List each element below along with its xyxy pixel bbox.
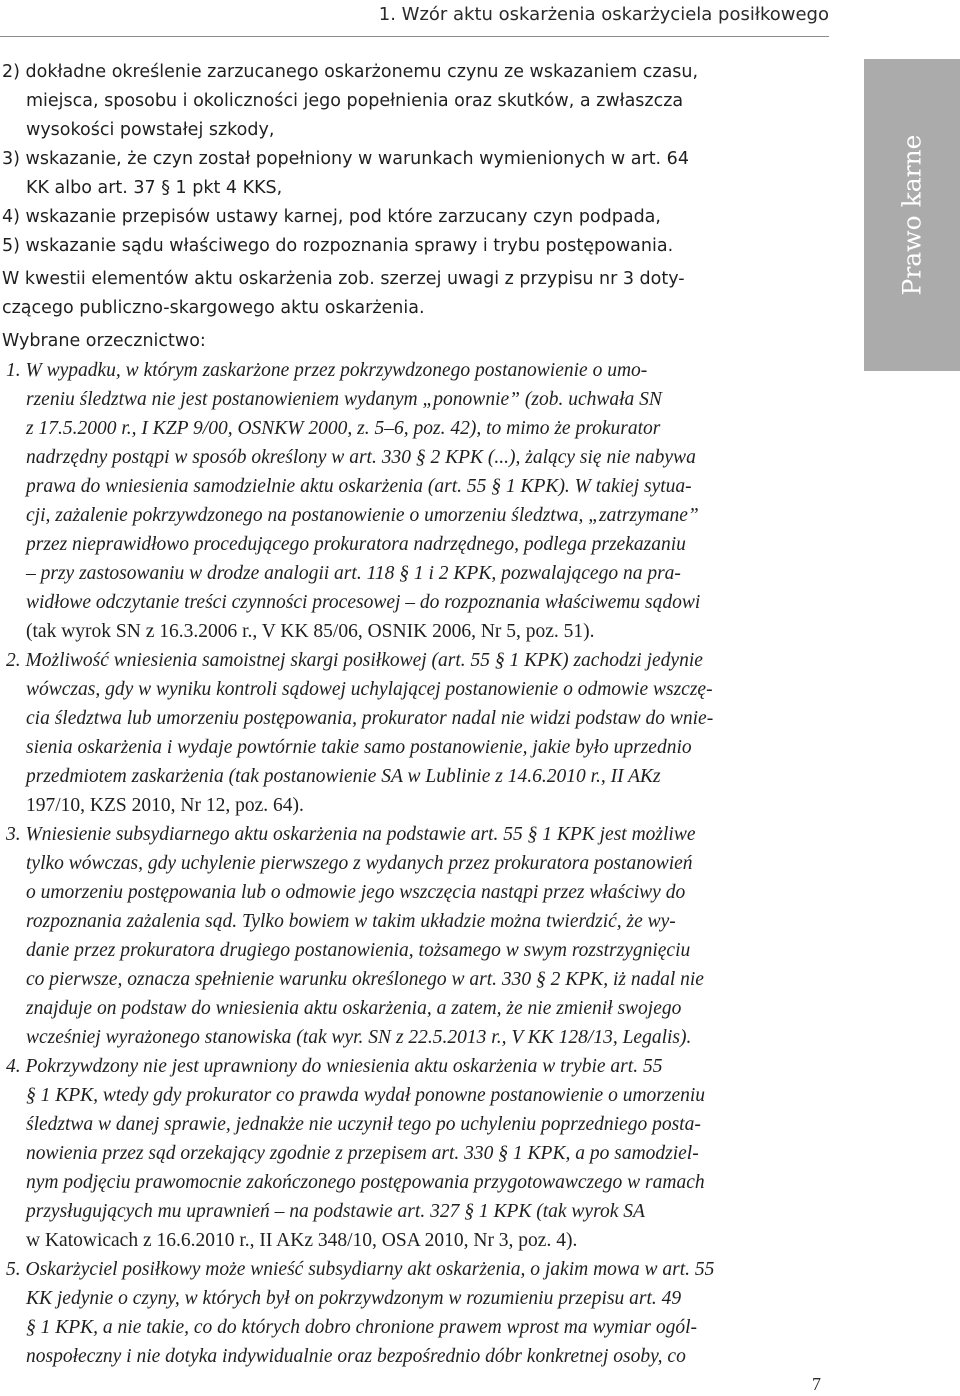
text-line: KK jedynie o czyny, w których był on pokrzywdzonym w rozumieniu przepisu art. 49 [26,1288,682,1309]
ruling-5 [0,1255,828,1371]
text-line: § 1 KPK, a nie takie, co do których dobro chronione prawem wprost ma wymiar ogól- [26,1317,698,1338]
text-line: § 1 KPK, wtedy gdy prokurator co prawda wydał ponowne postanowienie o umorzeniu [26,1085,706,1106]
section-heading: Wybrane orzecznictwo: [2,331,206,351]
text-line: KK albo art. 37 § 1 pkt 4 KKS, [26,178,283,198]
page-body [0,58,828,1371]
text-line: 2) dokładne określenie zarzucanego oskarżonemu czynu ze wskazaniem czasu, [2,62,699,82]
side-tab-label: Prawo karne [897,134,927,296]
text-line: co pierwsze, oznacza spełnienie warunku określonego w art. 330 § 2 KPK, iż nadal nie [26,969,704,990]
text-line: 197/10, KZS 2010, Nr 12, poz. 64). [26,795,304,816]
text-line: nym podjęciu prawomocnie zakończonego postępowania przygotowawczego w ramach [26,1172,705,1193]
text-line: nospołeczny i nie dotyka indywidualnie oraz bezpośrednio dóbr konkretnej osoby, co [26,1346,686,1367]
text-line: 4. Pokrzywdzony nie jest uprawniony do wniesienia aktu oskarżenia w trybie art. 55 [6,1056,663,1077]
text-line: prawa do wniesienia samodzielnie aktu oskarżenia (art. 55 § 1 KPK). W takiej sytua- [26,476,692,497]
requirements-list [0,58,828,261]
ruling-1 [0,356,828,646]
text-line: w Katowicach z 16.6.2010 r., II AKz 348/10, OSA 2010, Nr 3, poz. 4). [26,1230,578,1251]
ruling-4 [0,1052,828,1255]
ruling-2 [0,646,828,820]
text-line: śledztwa w danej sprawie, jednakże nie uczynił tego po uchyleniu poprzedniego posta- [26,1114,701,1135]
text-line: 3) wskazanie, że czyn został popełniony w warunkach wymienionych w art. 64 [2,149,689,169]
text-line: przysługujących mu uprawnień – na podstawie art. 327 § 1 KPK (tak wyrok SA [26,1201,645,1222]
text-line: rozpoznania zażalenia sąd. Tylko bowiem w takim układzie można twierdzić, że wy- [26,911,676,932]
text-line: tylko wówczas, gdy uchylenie pierwszego z wydanych przez prokuratora postanowień [26,853,693,874]
text-line: 3. Wniesienie subsydiarnego aktu oskarżenia na podstawie art. 55 § 1 KPK jest możliwe [6,824,696,845]
text-line: o umorzeniu postępowania lub o odmowie jego wszczęcia nastąpi przez właściwy do [26,882,686,903]
text-line: (tak wyrok SN z 16.3.2006 r., V KK 85/06, OSNIK 2006, Nr 5, poz. 51). [26,621,595,642]
text-line: nadrzędny postąpi w sposób określony w art. 330 § 2 KPK (...), żalący się nie nabywa [26,447,696,468]
text-line: czącego publiczno-skargowego aktu oskarżenia. [2,298,425,318]
side-tab [864,59,960,371]
text-line: rzeniu śledztwa nie jest postanowieniem wydanym „ponownie” (zob. uchwała SN [26,389,662,410]
text-line: znajduje on podstaw do wniesienia aktu oskarżenia, a zatem, że nie zmienił swojego [26,998,682,1019]
text-line: wówczas, gdy w wyniku kontroli sądowej uchylającej postanowienie o odmowie wszczę- [26,679,713,700]
text-line: nowienia przez sąd orzekający zgodnie z przepisem art. 330 § 1 KPK, a po samodziel- [26,1143,699,1164]
text-line: miejsca, sposobu i okoliczności jego popełnienia oraz skutków, a zwłaszcza [26,91,684,111]
header-rule [0,36,829,37]
text-line: widłowe odczytanie treści czynności procesowej – do rozpoznania właściwemu sądowi [26,592,701,613]
text-line: przedmiotem zaskarżenia (tak postanowienie SA w Lublinie z 14.6.2010 r., II AKz [26,766,661,787]
text-line: 2. Możliwość wniesienia samoistnej skargi posiłkowej (art. 55 § 1 KPK) zachodzi jedynie [6,650,703,671]
text-line: 4) wskazanie przepisów ustawy karnej, pod które zarzucany czyn podpada, [2,207,661,227]
text-line: wysokości powstałej szkody, [26,120,275,140]
text-line: – przy zastosowaniu w drodze analogii art. 118 § 1 i 2 KPK, pozwalającego na pra- [26,563,681,584]
text-line: przez nieprawidłowo procedującego prokuratora nadrzędnego, podlega przekazaniu [26,534,686,555]
ruling-3 [0,820,828,1052]
running-header: 1. Wzór aktu oskarżenia oskarżyciela posiłkowego [378,4,829,25]
text-line: z 17.5.2000 r., I KZP 9/00, OSNKW 2000, z. 5–6, poz. 42), to mimo że prokurator [26,418,661,439]
text-line: cia śledztwa lub umorzeniu postępowania, prokurator nadal nie widzi podstaw do wnie- [26,708,714,729]
text-line: cji, zażalenie pokrzywdzonego na postanowienie o umorzeniu śledztwa, „zatrzymane” [26,505,699,526]
text-line: 5. Oskarżyciel posiłkowy może wnieść subsydiarny akt oskarżenia, o jakim mowa w art. 55 [6,1259,715,1280]
page-number: 7 [812,1374,821,1394]
text-line: W kwestii elementów aktu oskarżenia zob. szerzej uwagi z przypisu nr 3 doty- [2,269,685,289]
note-paragraph [0,265,828,323]
text-line: 1. W wypadku, w którym zaskarżone przez pokrzywdzonego postanowienie o umo- [6,360,648,381]
text-line: 5) wskazanie sądu właściwego do rozpoznania sprawy i trybu postępowania. [2,236,674,256]
text-line: sienia oskarżenia i wydaje powtórnie takie samo postanowienie, jakie było uprzednio [26,737,692,758]
text-line: danie przez prokuratora drugiego postanowienia, tożsamego w swym rozstrzygnięciu [26,940,691,961]
text-line: wcześniej wyrażonego stanowiska (tak wyr. SN z 22.5.2013 r., V KK 128/13, Legalis). [26,1027,692,1048]
